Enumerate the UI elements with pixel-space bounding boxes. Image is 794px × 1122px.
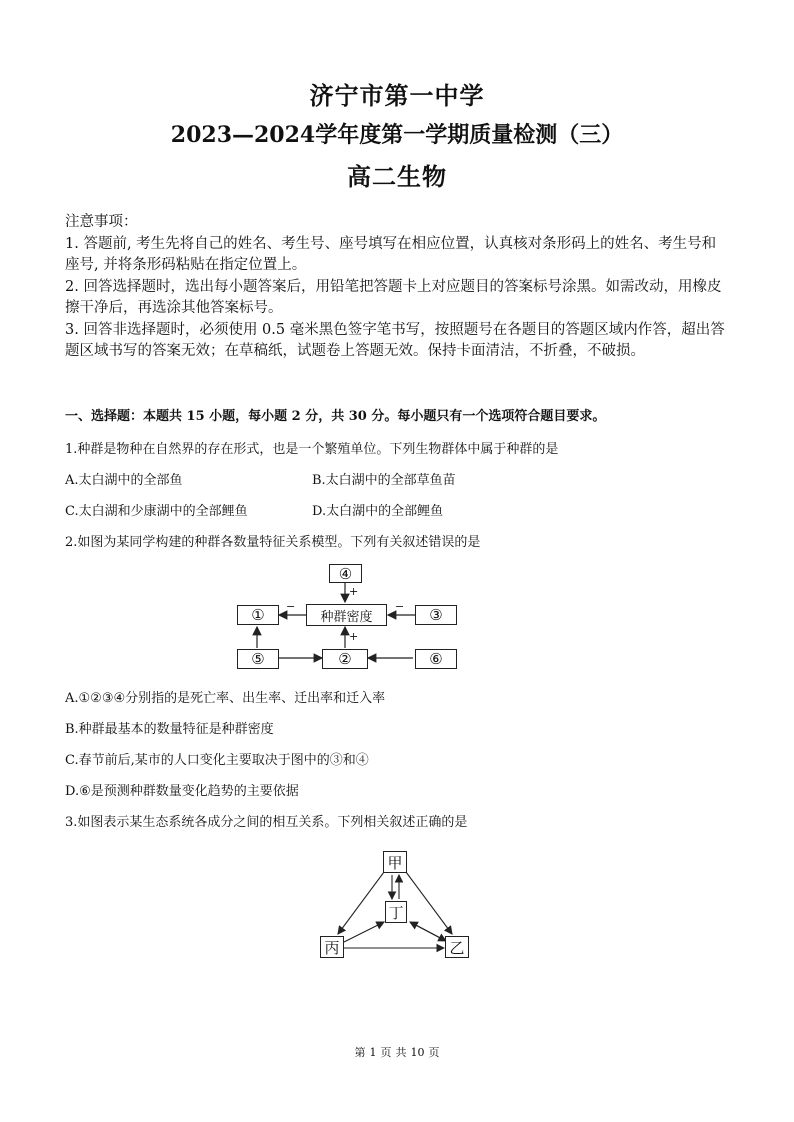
q2-node-3: ③ xyxy=(415,605,457,625)
footer-page-number: 1 xyxy=(369,1046,377,1059)
q2-option-d: D.⑥是预测种群数量变化趋势的主要依据 xyxy=(65,784,299,799)
q2-option-a: A.①②③④分别指的是死亡率、出生率、迁出率和迁入率 xyxy=(65,691,386,706)
notice-item-2: 2. 回答选择题时，选出每小题答案后，用铅笔把答题卡上对应题目的答案标号涂黑。如需改动，用橡皮擦干净后，再选涂其他答案标号。 xyxy=(65,278,722,316)
q1-option-a: A.太白湖中的全部鱼 xyxy=(65,473,183,488)
q2-option-c: C.春节前后,某市的人口变化主要取决于图中的③和④ xyxy=(65,753,369,768)
exam-title: 2023—2024学年度第一学期质量检测（三） xyxy=(170,122,624,148)
subject-title: 高二生物 xyxy=(347,162,447,191)
q2-sign-minus-right: − xyxy=(395,600,405,613)
notice-item-1: 1. 答题前, 考生先将自己的姓名、考生号、座号填写在相应位置，认真核对条形码上的姓名、考生号和座号, 并将条形码粘贴在指定位置上。 xyxy=(65,235,717,273)
q3-node-yi: 乙 xyxy=(445,936,469,958)
q2-sign-minus-left: − xyxy=(286,600,296,613)
q2-node-4: ④ xyxy=(329,564,362,583)
q2-node-6: ⑥ xyxy=(415,649,457,669)
notice-heading: 注意事项： xyxy=(65,214,138,230)
q2-node-1: ① xyxy=(237,605,279,625)
school-title: 济宁市第一中学 xyxy=(309,81,485,110)
q2-stem: 2.如图为某同学构建的种群各数量特征关系模型。下列有关叙述错误的是 xyxy=(65,535,481,550)
q2-sign-plus-bottom: + xyxy=(349,630,359,643)
notice-item-3: 3. 回答非选择题时，必须使用 0.5 毫米黑色签字笔书写，按照题号在各题目的答题区域内作答，超出答题区域书写的答案无效；在草稿纸，试题卷上答题无效。保持卡面清洁，不折叠，不破损。 xyxy=(65,321,725,359)
footer-word-gong: 共 xyxy=(395,1046,407,1059)
footer-word-di: 第 xyxy=(354,1046,366,1059)
q2-sign-plus-top: + xyxy=(349,585,359,598)
q2-node-density: 种群密度 xyxy=(306,604,387,626)
page-footer xyxy=(0,1044,794,1060)
q3-node-ding: 丁 xyxy=(385,901,407,923)
q3-node-jia: 甲 xyxy=(383,851,407,873)
q2-node-5: ⑤ xyxy=(237,649,279,669)
notice-block xyxy=(65,212,729,363)
q2-option-b: B.种群最基本的数量特征是种群密度 xyxy=(65,722,274,737)
footer-word-ye: 页 xyxy=(380,1046,392,1059)
footer-total-pages: 10 xyxy=(410,1046,425,1059)
q3-node-bing: 丙 xyxy=(320,936,344,958)
q1-option-d: D.太白湖中的全部鲤鱼 xyxy=(312,504,444,519)
q2-node-2: ② xyxy=(322,649,368,669)
section-1-title: 一、选择题：本题共 15 小题，每小题 2 分，共 30 分。每小题只有一个选项符合题目要求。 xyxy=(65,409,606,424)
q1-option-b: B.太白湖中的全部草鱼苗 xyxy=(312,473,456,488)
q1-option-c: C.太白湖和少康湖中的全部鲤鱼 xyxy=(65,504,248,519)
q1-stem: 1.种群是物种在自然界的存在形式，也是一个繁殖单位。下列生物群体中属于种群的是 xyxy=(65,442,559,457)
q3-stem: 3.如图表示某生态系统各成分之间的相互关系。下列相关叙述正确的是 xyxy=(65,815,468,830)
footer-word-ye-2: 页 xyxy=(428,1046,440,1059)
